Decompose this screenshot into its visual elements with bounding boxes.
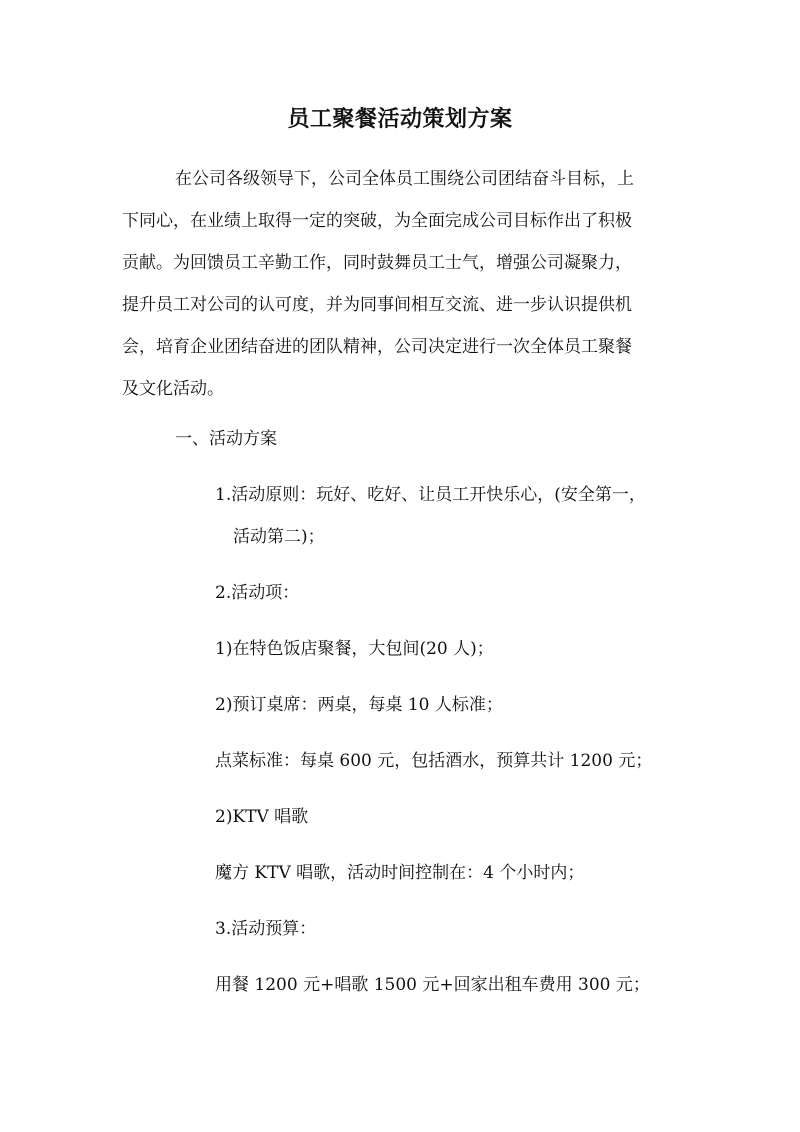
document-title: 员工聚餐活动策划方案 — [287, 107, 513, 132]
list-item: 点菜标准：每桌 600 元，包括酒水，预算共计 1200 元； — [215, 751, 653, 771]
intro-line: 会，培育企业团结奋进的团队精神，公司决定进行一次全体员工聚餐 — [122, 337, 632, 357]
intro-line: 下同心，在业绩上取得一定的突破，为全面完成公司目标作出了积极 — [122, 211, 632, 231]
list-item: 1)在特色饭店聚餐，大包间(20 人)； — [215, 639, 494, 659]
list-item: 2)KTV 唱歌 — [215, 807, 309, 827]
intro-line: 及文化活动。 — [122, 379, 224, 399]
activity-principle-continued: 活动第二)； — [233, 527, 325, 547]
list-item: 魔方 KTV 唱歌，活动时间控制在：4 个小时内； — [215, 863, 585, 883]
activity-items-heading: 2.活动项： — [215, 583, 300, 603]
section-heading: 一、活动方案 — [175, 429, 277, 449]
budget-heading: 3.活动预算： — [215, 919, 317, 939]
activity-principle: 1.活动原则：玩好、吃好、让员工开快乐心，(安全第一， — [215, 485, 646, 505]
list-item: 2)预订桌席：两桌，每桌 10 人标准； — [215, 695, 503, 715]
budget-detail: 用餐 1200 元+唱歌 1500 元+回家出租车费用 300 元； — [215, 975, 650, 995]
intro-line: 贡献。为回馈员工辛勤工作，同时鼓舞员工士气，增强公司凝聚力， — [122, 253, 632, 273]
intro-line: 在公司各级领导下，公司全体员工围绕公司团结奋斗目标，上 — [175, 169, 634, 189]
intro-paragraph — [122, 158, 694, 410]
intro-line: 提升员工对公司的认可度，并为同事间相互交流、进一步认识提供机 — [122, 295, 632, 315]
